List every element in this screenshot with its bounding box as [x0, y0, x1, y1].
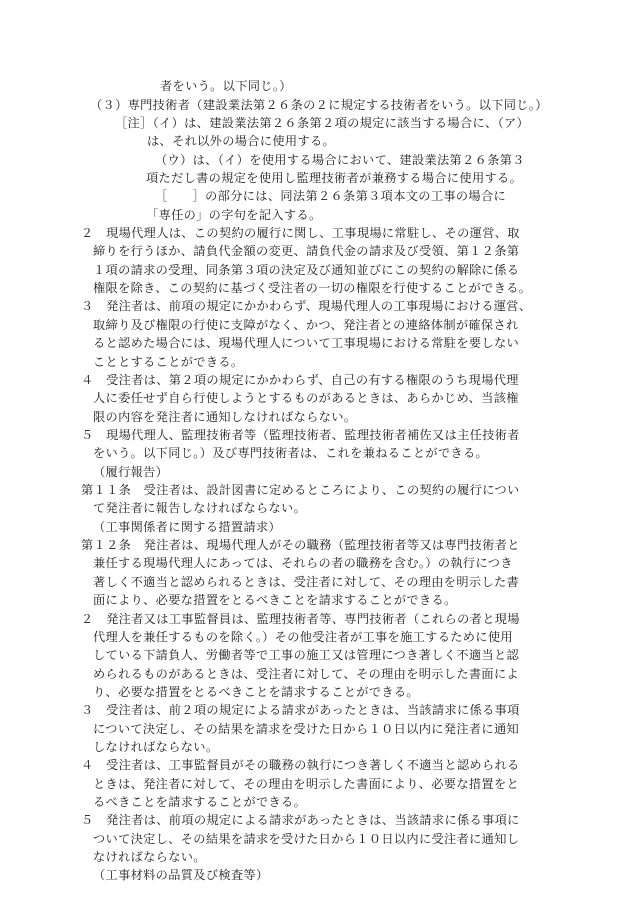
article-line: て発注者に報告しなければならない。: [93, 501, 307, 515]
section-heading: （工事材料の品質及び検査等）: [93, 868, 269, 882]
paragraph-line: ついて決定し、その結果を請求を受けた日から１０日以内に受注者に通知し: [93, 832, 520, 846]
note-line: ［ ］の部分には、同法第２６条第３項本文の工事の場合に: [155, 189, 507, 203]
article-line: 兼任する現場代理人にあっては、それらの者の職務を含む。）の執行につき: [93, 556, 513, 570]
note-line: 項ただし書の規定を使用し監理技術者が兼務する場合に使用する。: [146, 171, 523, 185]
paragraph-line: ３ 発注者は、前項の規定にかかわらず、現場代理人の工事現場における運営、: [81, 299, 532, 313]
paragraph-line: ４ 受注者は、第２項の規定にかかわらず、自己の有する権限のうち現場代理: [81, 373, 519, 387]
paragraph-line: ５ 発注者は、前項の規定による請求があったときは、当該請求に係る事項に: [81, 813, 520, 827]
paragraph-line: められるものがあるときは、受注者に対して、その理由を明示した書面によ: [93, 667, 520, 681]
paragraph-line: 限の内容を発注者に通知しなければならない。: [93, 410, 357, 424]
paragraph-line: ると認めた場合には、現場代理人について工事現場における常駐を要しない: [93, 336, 520, 350]
paragraph-line: ２ 現場代理人は、この契約の履行に関し、工事現場に常駐し、その運営、取: [81, 226, 520, 240]
paragraph-line: 取締り及び権限の行使に支障がなく、かつ、発注者との連絡体制が確保され: [93, 318, 519, 332]
article-line: 第１１条 受注者は、設計図書に定めるところにより、この契約の履行につい: [81, 483, 520, 497]
note-line: は、それ以外の場合に使用する。: [147, 134, 336, 148]
paragraph-line: 権限を除き、この契約に基づく受注者の一切の権限を行使することができる。: [93, 281, 532, 295]
paragraph-line: なければならない。: [93, 850, 206, 864]
paragraph-line: 代理人を兼任するものを除く。）その他受注者が工事を施工するために使用: [93, 630, 513, 644]
paragraph-line: り、必要な措置をとるべきことを請求することができる。: [93, 685, 419, 699]
paragraph-line: している下請負人、労働者等で工事の施工又は管理につき著しく不適当と認: [93, 648, 520, 662]
paragraph-line: ５ 現場代理人、監理技術者等（監理技術者、監理技術者補佐又は主任技術者: [81, 428, 520, 442]
text-line: 者をいう。以下同じ。）: [160, 79, 292, 93]
paragraph-line: 人に委任せず自ら行使しようとするものがあるときは、あらかじめ、当該権: [93, 391, 519, 405]
paragraph-line: ときは、発注者に対して、その理由を明示した書面により、必要な措置をと: [93, 777, 520, 791]
paragraph-line: について決定し、その結果を請求を受けた日から１０日以内に発注者に通知: [93, 722, 520, 736]
paragraph-line: をいう。以下同じ。）及び専門技術者は、これを兼ねることができる。: [93, 446, 489, 460]
paragraph-line: るべきことを請求することができる。: [93, 795, 307, 809]
paragraph-line: こととすることができる。: [93, 355, 244, 369]
paragraph-line: ２ 発注者又は工事監督員は、監理技術者等、専門技術者（これらの者と現場: [81, 612, 520, 626]
note-line: ［注］（イ）は、建設業法第２６条第２項の規定に該当する場合に、（ア）: [115, 116, 530, 130]
paragraph-line: ３ 受注者は、前２項の規定による請求があったときは、当該請求に係る事項: [81, 703, 520, 717]
article-line: 第１２条 発注者は、現場代理人がその職務（監理技術者等又は専門技術者と: [81, 538, 520, 552]
paragraph-line: 締りを行うほか、請負代金額の変更、請負代金の請求及び受領、第１２条第: [93, 244, 520, 258]
paragraph-line: しなければならない。: [93, 740, 219, 754]
note-line: （ウ）は、（イ）を使用する場合において、建設業法第２６条第３: [155, 153, 525, 167]
article-line: 著しく不適当と認められるときは、受注者に対して、その理由を明示した書: [93, 575, 520, 589]
note-line: 「専任の」の字句を記入する。: [146, 208, 322, 222]
paragraph-line: １項の請求の受理、同条第３項の決定及び通知並びにこの契約の解除に係る: [93, 263, 520, 277]
section-heading: （履行報告）: [93, 465, 169, 479]
text-line: （３）専門技術者（建設業法第２６条の２に規定する技術者をいう。以下同じ。）: [90, 98, 548, 112]
section-heading: （工事関係者に関する措置請求）: [93, 520, 282, 534]
article-line: 面により、必要な措置をとるべきことを請求することができる。: [93, 593, 457, 607]
paragraph-line: ４ 受注者は、工事監督員がその職務の執行につき著しく不適当と認められる: [81, 758, 520, 772]
